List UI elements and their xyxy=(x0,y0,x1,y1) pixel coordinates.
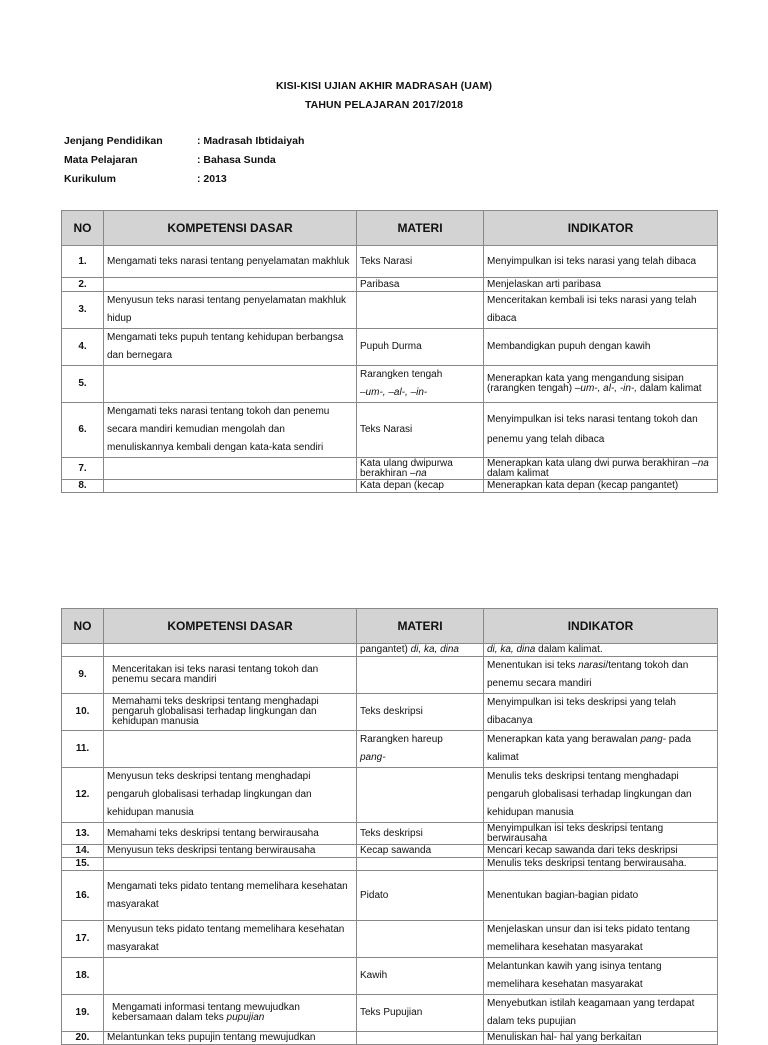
document-subtitle: TAHUN PELAJARAN 2017/2018 xyxy=(304,99,464,111)
row-kd: Menyusun teks narasi tentang penyelamatan makhluk hidup xyxy=(104,292,357,329)
row-kd: Menyusun teks pidato tentang memelihara kesehatan masyarakat xyxy=(104,921,357,958)
row-kd xyxy=(104,480,357,493)
row-indikator: Menjelaskan unsur dan isi teks pidato tentang memelihara kesehatan masyarakat xyxy=(484,921,718,958)
table-row xyxy=(62,858,718,871)
row-materi: Paribasa xyxy=(357,278,484,292)
row-indikator: Menulis teks deskripsi tentang menghadapi pengaruh globalisasi terhadap lingkungan dan kehidupan manusia xyxy=(484,768,718,823)
row-materi: Kecap sawanda xyxy=(357,845,484,858)
table-row xyxy=(62,823,718,845)
kisi-table-1 xyxy=(61,210,718,493)
row-materi xyxy=(357,921,484,958)
table-row xyxy=(62,458,718,480)
row-kd: Mengamati teks narasi tentang tokoh dan penemu secara mandiri kemudian mengolah dan menuliskannya kembali dengan kata-kata sendiri xyxy=(104,403,357,458)
row-kd: Menyusun teks deskripsi tentang berwirausaha xyxy=(104,845,357,858)
row-kd: Melantunkan teks pupujin tentang mewujudkan xyxy=(104,1032,357,1045)
row-materi: Pidato xyxy=(357,871,484,921)
meta-jenjang xyxy=(64,135,305,147)
meta-mapel xyxy=(64,154,276,166)
table-header xyxy=(62,609,718,644)
header-kd: KOMPETENSI DASAR xyxy=(104,609,357,644)
table-row xyxy=(62,921,718,958)
row-materi: Kawih xyxy=(357,958,484,995)
table-row xyxy=(62,246,718,278)
table-row xyxy=(62,871,718,921)
row-materi: Rarangken hareup pang- xyxy=(357,731,484,768)
row-no: 19. xyxy=(62,995,104,1032)
meta-label: Kurikulum xyxy=(64,173,116,185)
row-materi: Kata depan (kecap xyxy=(357,480,484,493)
row-indikator: Mencari kecap sawanda dari teks deskripsi xyxy=(484,845,718,858)
row-indikator: Melantunkan kawih yang isinya tentang memelihara kesehatan masyarakat xyxy=(484,958,718,995)
row-kd xyxy=(104,731,357,768)
row-no: 9. xyxy=(62,657,104,694)
table-row xyxy=(62,403,718,458)
table-row xyxy=(62,366,718,403)
row-no: 12. xyxy=(62,768,104,823)
row-no: 3. xyxy=(62,292,104,329)
table-header xyxy=(62,211,718,246)
row-no: 4. xyxy=(62,329,104,366)
table-row xyxy=(62,1032,718,1045)
row-materi: Teks Narasi xyxy=(357,403,484,458)
row-materi xyxy=(357,292,484,329)
row-indikator: Menerapkan kata yang mengandung sisipan (rarangken tengah) –um-, al-, -in-, dalam kalimat xyxy=(484,366,718,403)
row-indikator: Menerapkan kata depan (kecap pangantet) xyxy=(484,480,718,493)
row-kd: Mengamati teks pidato tentang memelihara kesehatan masyarakat xyxy=(104,871,357,921)
row-materi xyxy=(357,768,484,823)
row-no: 18. xyxy=(62,958,104,995)
table-row xyxy=(62,731,718,768)
row-materi xyxy=(357,1032,484,1045)
row-no: 16. xyxy=(62,871,104,921)
row-kd: Mengamati teks narasi tentang penyelamatan makhluk xyxy=(104,246,357,278)
table-row xyxy=(62,292,718,329)
row-indikator: Menyimpulkan isi teks deskripsi yang telah dibacanya xyxy=(484,694,718,731)
row-materi: Teks Narasi xyxy=(357,246,484,278)
row-no: 5. xyxy=(62,366,104,403)
header-no: NO xyxy=(62,609,104,644)
row-indikator: Menuliskan hal- hal yang berkaitan xyxy=(484,1032,718,1045)
row-materi: Teks deskripsi xyxy=(357,823,484,845)
row-kd xyxy=(104,858,357,871)
table-row xyxy=(62,644,718,657)
header-no: NO xyxy=(62,211,104,246)
row-no: 13. xyxy=(62,823,104,845)
row-kd xyxy=(104,366,357,403)
row-kd: Memahami teks deskripsi tentang menghadapi pengaruh globalisasi terhadap lingkungan dan kehidupan manusia xyxy=(104,694,357,731)
row-indikator: di, ka, dina dalam kalimat. xyxy=(484,644,718,657)
row-indikator: Menyimpulkan isi teks narasi yang telah dibaca xyxy=(484,246,718,278)
kisi-table-2 xyxy=(61,608,718,1045)
row-no: 10. xyxy=(62,694,104,731)
row-indikator: Menyimpulkan isi teks deskripsi tentang berwirausaha xyxy=(484,823,718,845)
table-row xyxy=(62,768,718,823)
row-indikator: Menentukan bagian-bagian pidato xyxy=(484,871,718,921)
row-materi: Teks deskripsi xyxy=(357,694,484,731)
row-indikator: Menentukan isi teks narasi/tentang tokoh dan penemu secara mandiri xyxy=(484,657,718,694)
row-materi: Teks Pupujian xyxy=(357,995,484,1032)
table-row xyxy=(62,995,718,1032)
meta-label: Jenjang Pendidikan xyxy=(64,135,163,147)
row-kd: Memahami teks deskripsi tentang berwirausaha xyxy=(104,823,357,845)
row-kd: Menceritakan isi teks narasi tentang tokoh dan penemu secara mandiri xyxy=(104,657,357,694)
row-no: 17. xyxy=(62,921,104,958)
table-row xyxy=(62,694,718,731)
meta-kurikulum xyxy=(64,173,227,185)
row-kd xyxy=(104,958,357,995)
row-indikator: Menerapkan kata yang berawalan pang- pada kalimat xyxy=(484,731,718,768)
row-kd xyxy=(104,644,357,657)
header-indikator: INDIKATOR xyxy=(484,609,718,644)
row-indikator: Menyimpulkan isi teks narasi tentang tokoh dan penemu yang telah dibaca xyxy=(484,403,718,458)
meta-value: : Madrasah Ibtidaiyah xyxy=(197,135,305,147)
row-no: 8. xyxy=(62,480,104,493)
row-kd xyxy=(104,278,357,292)
row-kd: Menyusun teks deskripsi tentang menghadapi pengaruh globalisasi terhadap lingkungan dan kehidupan manusia xyxy=(104,768,357,823)
table-row xyxy=(62,329,718,366)
row-no: 15. xyxy=(62,858,104,871)
meta-label: Mata Pelajaran xyxy=(64,154,138,166)
row-materi xyxy=(357,657,484,694)
row-indikator: Menyebutkan istilah keagamaan yang terdapat dalam teks pupujian xyxy=(484,995,718,1032)
row-no: 14. xyxy=(62,845,104,858)
row-materi: Kata ulang dwipurwa berakhiran –na xyxy=(357,458,484,480)
table-row xyxy=(62,845,718,858)
row-materi xyxy=(357,858,484,871)
header-indikator: INDIKATOR xyxy=(484,211,718,246)
row-no: 20. xyxy=(62,1032,104,1045)
table-row xyxy=(62,958,718,995)
row-no: 7. xyxy=(62,458,104,480)
row-materi: Pupuh Durma xyxy=(357,329,484,366)
header-kd: KOMPETENSI DASAR xyxy=(104,211,357,246)
row-materi: Rarangken tengah –um-, –al-, –in- xyxy=(357,366,484,403)
table-row xyxy=(62,657,718,694)
header-materi: MATERI xyxy=(357,609,484,644)
row-kd: Mengamati informasi tentang mewujudkan kebersamaan dalam teks pupujian xyxy=(104,995,357,1032)
row-no: 2. xyxy=(62,278,104,292)
row-kd: Mengamati teks pupuh tentang kehidupan berbangsa dan bernegara xyxy=(104,329,357,366)
row-indikator: Menceritakan kembali isi teks narasi yang telah dibaca xyxy=(484,292,718,329)
row-materi: pangantet) di, ka, dina xyxy=(357,644,484,657)
row-indikator: Menjelaskan arti paribasa xyxy=(484,278,718,292)
row-indikator: Menulis teks deskripsi tentang berwirausaha. xyxy=(484,858,718,871)
row-kd xyxy=(104,458,357,480)
row-indikator: Membandigkan pupuh dengan kawih xyxy=(484,329,718,366)
row-no: 11. xyxy=(62,731,104,768)
document-title: KISI-KISI UJIAN AKHIR MADRASAH (UAM) xyxy=(275,80,493,92)
meta-value: : 2013 xyxy=(197,173,227,185)
row-no xyxy=(62,644,104,657)
table-row xyxy=(62,278,718,292)
header-materi: MATERI xyxy=(357,211,484,246)
table-row xyxy=(62,480,718,493)
row-indikator: Menerapkan kata ulang dwi purwa berakhiran –na dalam kalimat xyxy=(484,458,718,480)
meta-value: : Bahasa Sunda xyxy=(197,154,276,166)
row-no: 6. xyxy=(62,403,104,458)
row-no: 1. xyxy=(62,246,104,278)
